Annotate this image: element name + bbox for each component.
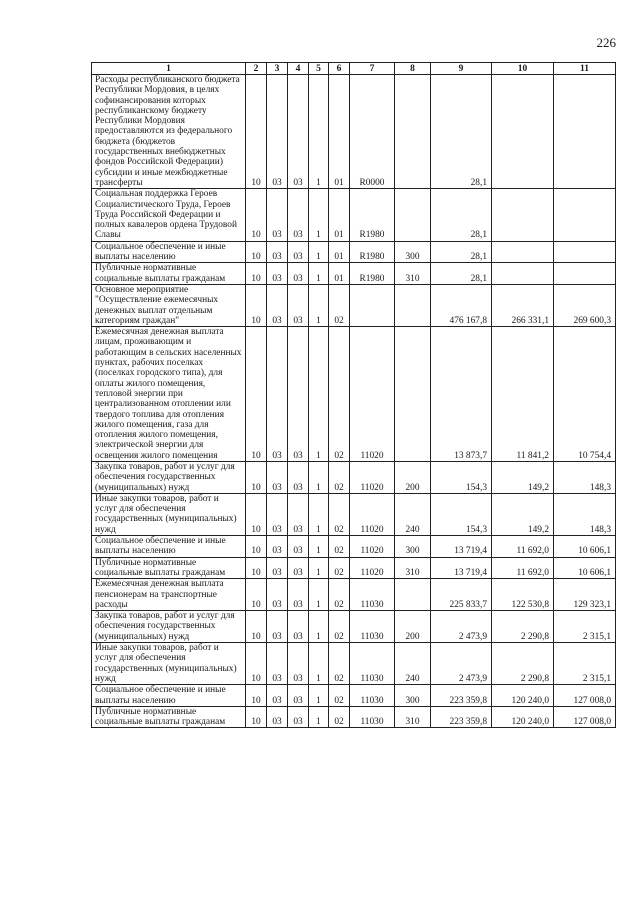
- program-code: 1: [309, 536, 329, 558]
- table-row: [92, 189, 616, 241]
- section-code: 03: [267, 685, 288, 707]
- column-header-5: 5: [309, 63, 329, 75]
- table-row: [92, 241, 616, 263]
- row-description: Публичные нормативные социальные выплаты гражданам: [92, 263, 246, 285]
- amount-year-1: 223 359,8: [431, 706, 492, 728]
- table-row: [92, 284, 616, 326]
- subsection-code: 03: [288, 241, 309, 263]
- amount-year-3: [554, 263, 616, 285]
- amount-year-2: 120 240,0: [492, 706, 554, 728]
- amount-year-3: [554, 75, 616, 189]
- measure-code: 02: [329, 685, 350, 707]
- section-code: 03: [267, 241, 288, 263]
- row-description: Ежемесячная денежная выплата пенсионерам на транспортные расходы: [92, 579, 246, 611]
- program-code: 1: [309, 263, 329, 285]
- measure-code: 02: [329, 461, 350, 493]
- amount-year-2: 2 290,8: [492, 643, 554, 685]
- direction-code: [350, 284, 395, 326]
- subsection-code: 03: [288, 643, 309, 685]
- expense-type-code: 310: [395, 557, 431, 579]
- subsection-code: 03: [288, 536, 309, 558]
- chapter-code: 10: [246, 461, 267, 493]
- budget-table: [91, 62, 616, 728]
- chapter-code: 10: [246, 75, 267, 189]
- chapter-code: 10: [246, 706, 267, 728]
- amount-year-2: 149,2: [492, 493, 554, 535]
- direction-code: 11030: [350, 611, 395, 643]
- direction-code: 11030: [350, 685, 395, 707]
- amount-year-1: 28,1: [431, 263, 492, 285]
- amount-year-1: 28,1: [431, 189, 492, 241]
- measure-code: 01: [329, 189, 350, 241]
- table-row: [92, 579, 616, 611]
- table-row: [92, 557, 616, 579]
- amount-year-2: 11 841,2: [492, 327, 554, 462]
- subsection-code: 03: [288, 557, 309, 579]
- measure-code: 02: [329, 493, 350, 535]
- table-row: [92, 611, 616, 643]
- section-code: 03: [267, 75, 288, 189]
- amount-year-1: 13 873,7: [431, 327, 492, 462]
- row-description: Ежемесячная денежная выплата лицам, проживающим и работающим в сельских населенных пунктах, рабочих поселках (поселках городского типа), для оплаты жилого помещения, тепловой энергии при централизованном отоплении или твердого топлива для отопления жилого помещения, газа для отопления жилого помещения, электрической энергии для освещения жилого помещения: [92, 327, 246, 462]
- expense-type-code: [395, 579, 431, 611]
- column-header-1: 1: [92, 63, 246, 75]
- amount-year-3: 2 315,1: [554, 643, 616, 685]
- subsection-code: 03: [288, 263, 309, 285]
- amount-year-3: [554, 189, 616, 241]
- amount-year-2: 149,2: [492, 461, 554, 493]
- amount-year-1: 154,3: [431, 461, 492, 493]
- row-description: Закупка товаров, работ и услуг для обеспечения государственных (муниципальных) нужд: [92, 611, 246, 643]
- subsection-code: 03: [288, 685, 309, 707]
- table-row: [92, 643, 616, 685]
- amount-year-1: 476 167,8: [431, 284, 492, 326]
- expense-type-code: 300: [395, 536, 431, 558]
- row-description: Социальное обеспечение и иные выплаты населению: [92, 536, 246, 558]
- column-header-10: 10: [492, 63, 554, 75]
- amount-year-3: 129 323,1: [554, 579, 616, 611]
- table-row: [92, 263, 616, 285]
- row-description: Иные закупки товаров, работ и услуг для обеспечения государственных (муниципальных) нужд: [92, 643, 246, 685]
- column-header-6: 6: [329, 63, 350, 75]
- expense-type-code: [395, 75, 431, 189]
- chapter-code: 10: [246, 263, 267, 285]
- section-code: 03: [267, 461, 288, 493]
- column-header-4: 4: [288, 63, 309, 75]
- program-code: 1: [309, 327, 329, 462]
- program-code: 1: [309, 189, 329, 241]
- table-row: [92, 75, 616, 189]
- amount-year-2: 266 331,1: [492, 284, 554, 326]
- program-code: 1: [309, 685, 329, 707]
- direction-code: 11030: [350, 706, 395, 728]
- subsection-code: 03: [288, 493, 309, 535]
- amount-year-2: [492, 189, 554, 241]
- expense-type-code: [395, 327, 431, 462]
- direction-code: R0000: [350, 75, 395, 189]
- row-description: Социальное обеспечение и иные выплаты населению: [92, 685, 246, 707]
- table-row: [92, 536, 616, 558]
- expense-type-code: 310: [395, 706, 431, 728]
- column-header-3: 3: [267, 63, 288, 75]
- amount-year-1: 13 719,4: [431, 557, 492, 579]
- chapter-code: 10: [246, 611, 267, 643]
- subsection-code: 03: [288, 327, 309, 462]
- direction-code: 11020: [350, 327, 395, 462]
- measure-code: 02: [329, 611, 350, 643]
- section-code: 03: [267, 557, 288, 579]
- amount-year-3: 2 315,1: [554, 611, 616, 643]
- column-header-7: 7: [350, 63, 395, 75]
- amount-year-2: [492, 241, 554, 263]
- amount-year-1: 28,1: [431, 75, 492, 189]
- amount-year-3: 10 754,4: [554, 327, 616, 462]
- section-code: 03: [267, 536, 288, 558]
- amount-year-1: 154,3: [431, 493, 492, 535]
- chapter-code: 10: [246, 493, 267, 535]
- subsection-code: 03: [288, 579, 309, 611]
- measure-code: 02: [329, 536, 350, 558]
- amount-year-1: 2 473,9: [431, 643, 492, 685]
- expense-type-code: 240: [395, 643, 431, 685]
- program-code: 1: [309, 706, 329, 728]
- direction-code: 11020: [350, 557, 395, 579]
- amount-year-3: 127 008,0: [554, 685, 616, 707]
- amount-year-1: 13 719,4: [431, 536, 492, 558]
- chapter-code: 10: [246, 643, 267, 685]
- program-code: 1: [309, 579, 329, 611]
- program-code: 1: [309, 643, 329, 685]
- row-description: Публичные нормативные социальные выплаты гражданам: [92, 706, 246, 728]
- chapter-code: 10: [246, 189, 267, 241]
- section-code: 03: [267, 643, 288, 685]
- program-code: 1: [309, 611, 329, 643]
- amount-year-2: 122 530,8: [492, 579, 554, 611]
- measure-code: 02: [329, 643, 350, 685]
- measure-code: 02: [329, 557, 350, 579]
- amount-year-2: 2 290,8: [492, 611, 554, 643]
- direction-code: 11030: [350, 579, 395, 611]
- expense-type-code: 300: [395, 241, 431, 263]
- amount-year-3: 269 600,3: [554, 284, 616, 326]
- measure-code: 02: [329, 284, 350, 326]
- amount-year-2: 120 240,0: [492, 685, 554, 707]
- chapter-code: 10: [246, 327, 267, 462]
- subsection-code: 03: [288, 284, 309, 326]
- chapter-code: 10: [246, 557, 267, 579]
- amount-year-2: 11 692,0: [492, 557, 554, 579]
- subsection-code: 03: [288, 461, 309, 493]
- table-row: [92, 706, 616, 728]
- direction-code: 11030: [350, 643, 395, 685]
- chapter-code: 10: [246, 579, 267, 611]
- section-code: 03: [267, 284, 288, 326]
- section-code: 03: [267, 706, 288, 728]
- column-header-2: 2: [246, 63, 267, 75]
- section-code: 03: [267, 263, 288, 285]
- amount-year-3: [554, 241, 616, 263]
- direction-code: R1980: [350, 263, 395, 285]
- column-header-9: 9: [431, 63, 492, 75]
- program-code: 1: [309, 557, 329, 579]
- row-description: Социальная поддержка Героев Социалистического Труда, Героев Труда Российской Федерации и полных кавалеров ордена Трудовой Славы: [92, 189, 246, 241]
- subsection-code: 03: [288, 75, 309, 189]
- table-header-row: [92, 63, 616, 75]
- measure-code: 01: [329, 75, 350, 189]
- table-row: [92, 493, 616, 535]
- amount-year-1: 223 359,8: [431, 685, 492, 707]
- section-code: 03: [267, 327, 288, 462]
- direction-code: 11020: [350, 536, 395, 558]
- row-description: Закупка товаров, работ и услуг для обеспечения государственных (муниципальных) нужд: [92, 461, 246, 493]
- amount-year-3: 148,3: [554, 461, 616, 493]
- amount-year-2: [492, 75, 554, 189]
- measure-code: 01: [329, 241, 350, 263]
- expense-type-code: 200: [395, 461, 431, 493]
- chapter-code: 10: [246, 284, 267, 326]
- row-description: Основное мероприятие "Осуществление ежемесячных денежных выплат отдельным категориям граждан": [92, 284, 246, 326]
- amount-year-1: 2 473,9: [431, 611, 492, 643]
- row-description: Расходы республиканского бюджета Республики Мордовия, в целях софинансирования которых республиканскому бюджету Республики Мордовия предоставляются из федерального бюджета (бюджетов государственных внебюджетных фондов Российской Федерации) субсидии и иные межбюджетные трансферты: [92, 75, 246, 189]
- direction-code: R1980: [350, 241, 395, 263]
- measure-code: 02: [329, 706, 350, 728]
- program-code: 1: [309, 284, 329, 326]
- direction-code: R1980: [350, 189, 395, 241]
- amount-year-3: 148,3: [554, 493, 616, 535]
- measure-code: 02: [329, 579, 350, 611]
- chapter-code: 10: [246, 241, 267, 263]
- amount-year-3: 10 606,1: [554, 557, 616, 579]
- row-description: Публичные нормативные социальные выплаты гражданам: [92, 557, 246, 579]
- budget-table-container: [91, 62, 615, 728]
- subsection-code: 03: [288, 706, 309, 728]
- measure-code: 01: [329, 263, 350, 285]
- expense-type-code: [395, 284, 431, 326]
- section-code: 03: [267, 189, 288, 241]
- amount-year-2: 11 692,0: [492, 536, 554, 558]
- measure-code: 02: [329, 327, 350, 462]
- row-description: Социальное обеспечение и иные выплаты населению: [92, 241, 246, 263]
- amount-year-2: [492, 263, 554, 285]
- section-code: 03: [267, 611, 288, 643]
- section-code: 03: [267, 579, 288, 611]
- table-row: [92, 461, 616, 493]
- expense-type-code: 200: [395, 611, 431, 643]
- direction-code: 11020: [350, 461, 395, 493]
- expense-type-code: 240: [395, 493, 431, 535]
- amount-year-3: 10 606,1: [554, 536, 616, 558]
- section-code: 03: [267, 493, 288, 535]
- page-number: 226: [596, 35, 616, 50]
- program-code: 1: [309, 75, 329, 189]
- expense-type-code: 300: [395, 685, 431, 707]
- chapter-code: 10: [246, 685, 267, 707]
- amount-year-1: 28,1: [431, 241, 492, 263]
- table-row: [92, 327, 616, 462]
- table-body: [92, 75, 616, 728]
- expense-type-code: [395, 189, 431, 241]
- row-description: Иные закупки товаров, работ и услуг для обеспечения государственных (муниципальных) нужд: [92, 493, 246, 535]
- direction-code: 11020: [350, 493, 395, 535]
- expense-type-code: 310: [395, 263, 431, 285]
- table-row: [92, 685, 616, 707]
- program-code: 1: [309, 493, 329, 535]
- program-code: 1: [309, 461, 329, 493]
- program-code: 1: [309, 241, 329, 263]
- column-header-8: 8: [395, 63, 431, 75]
- subsection-code: 03: [288, 189, 309, 241]
- amount-year-1: 225 833,7: [431, 579, 492, 611]
- chapter-code: 10: [246, 536, 267, 558]
- subsection-code: 03: [288, 611, 309, 643]
- column-header-11: 11: [554, 63, 616, 75]
- amount-year-3: 127 008,0: [554, 706, 616, 728]
